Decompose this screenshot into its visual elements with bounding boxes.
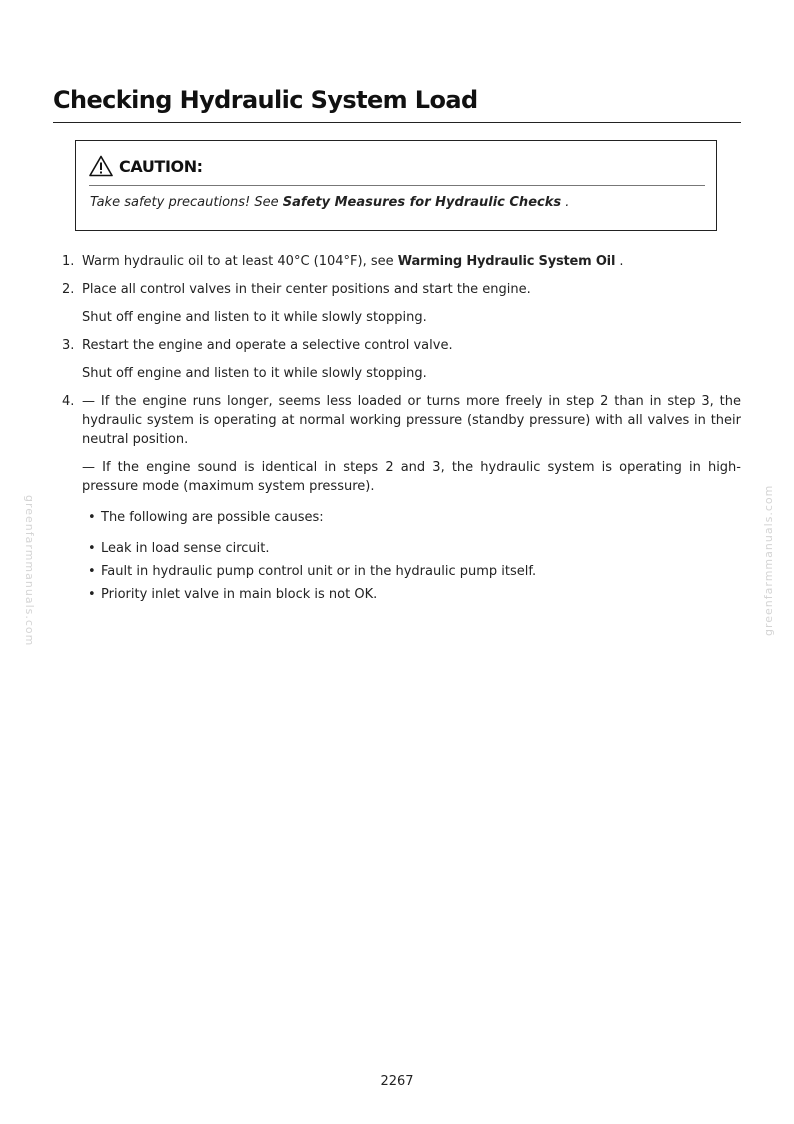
step-text-prefix: Warm hydraulic oil to at least 40°C (104°F), see <box>82 254 398 269</box>
caution-text-suffix: . <box>561 195 570 210</box>
step-text: Shut off engine and listen to it while slowly stopping. <box>82 366 427 381</box>
bullet-icon: • <box>88 541 96 556</box>
list-item-text: Leak in load sense circuit. <box>101 541 270 556</box>
step-2 <box>62 280 741 327</box>
causes-list <box>82 539 741 604</box>
warming-oil-link[interactable]: Warming Hydraulic System Oil <box>397 254 616 269</box>
step-number: 1. <box>62 254 75 269</box>
step-number: 2. <box>62 282 75 297</box>
step-text <box>82 252 741 271</box>
caution-text-prefix: Take safety precautions! See <box>90 195 283 210</box>
step-number: 3. <box>62 338 75 353</box>
list-item <box>82 539 741 558</box>
step-3 <box>62 336 741 383</box>
step-text: — If the engine sound is identical in steps 2 and 3, the hydraulic system is operating in high-pressure mode (maximum system pressure). <box>82 460 741 494</box>
caution-link[interactable]: Safety Measures for Hydraulic Checks <box>282 195 562 210</box>
watermark-right: greenfarmmanuals.com <box>762 484 775 636</box>
title-divider <box>53 122 741 123</box>
bullet-icon: • <box>88 510 96 525</box>
caution-text <box>90 195 569 210</box>
caution-box <box>75 140 717 231</box>
bullet-icon: • <box>88 564 96 579</box>
list-item <box>82 508 741 527</box>
step-text: Place all control valves in their center positions and start the engine. <box>82 282 531 297</box>
list-item-text: Priority inlet valve in main block is not OK. <box>101 587 378 602</box>
step-4 <box>62 392 741 604</box>
step-number: 4. <box>62 394 75 409</box>
page-title: Checking Hydraulic System Load <box>53 86 478 114</box>
step-text: Shut off engine and listen to it while slowly stopping. <box>82 310 427 325</box>
warning-triangle-icon <box>89 155 113 177</box>
list-item <box>82 562 741 581</box>
step-1 <box>62 252 741 271</box>
list-item <box>82 585 741 604</box>
list-item-text: The following are possible causes: <box>101 510 324 525</box>
causes-intro-list <box>82 508 741 527</box>
procedure-steps <box>62 252 741 613</box>
step-text: Restart the engine and operate a selective control valve. <box>82 338 453 353</box>
list-item-text: Fault in hydraulic pump control unit or in the hydraulic pump itself. <box>101 564 537 579</box>
caution-header <box>89 155 203 177</box>
caution-label: CAUTION: <box>119 156 203 176</box>
step-text: — If the engine runs longer, seems less loaded or turns more freely in step 2 than in step 3, the hydraulic system is operating at normal working pressure (standby pressure) with all valves in their neutral position. <box>82 394 741 447</box>
caution-divider <box>89 185 705 186</box>
watermark-left: greenfarmmanuals.com <box>23 495 36 647</box>
step-text-suffix: . <box>615 254 624 269</box>
page-number: 2267 <box>380 1074 414 1089</box>
bullet-icon: • <box>88 587 96 602</box>
